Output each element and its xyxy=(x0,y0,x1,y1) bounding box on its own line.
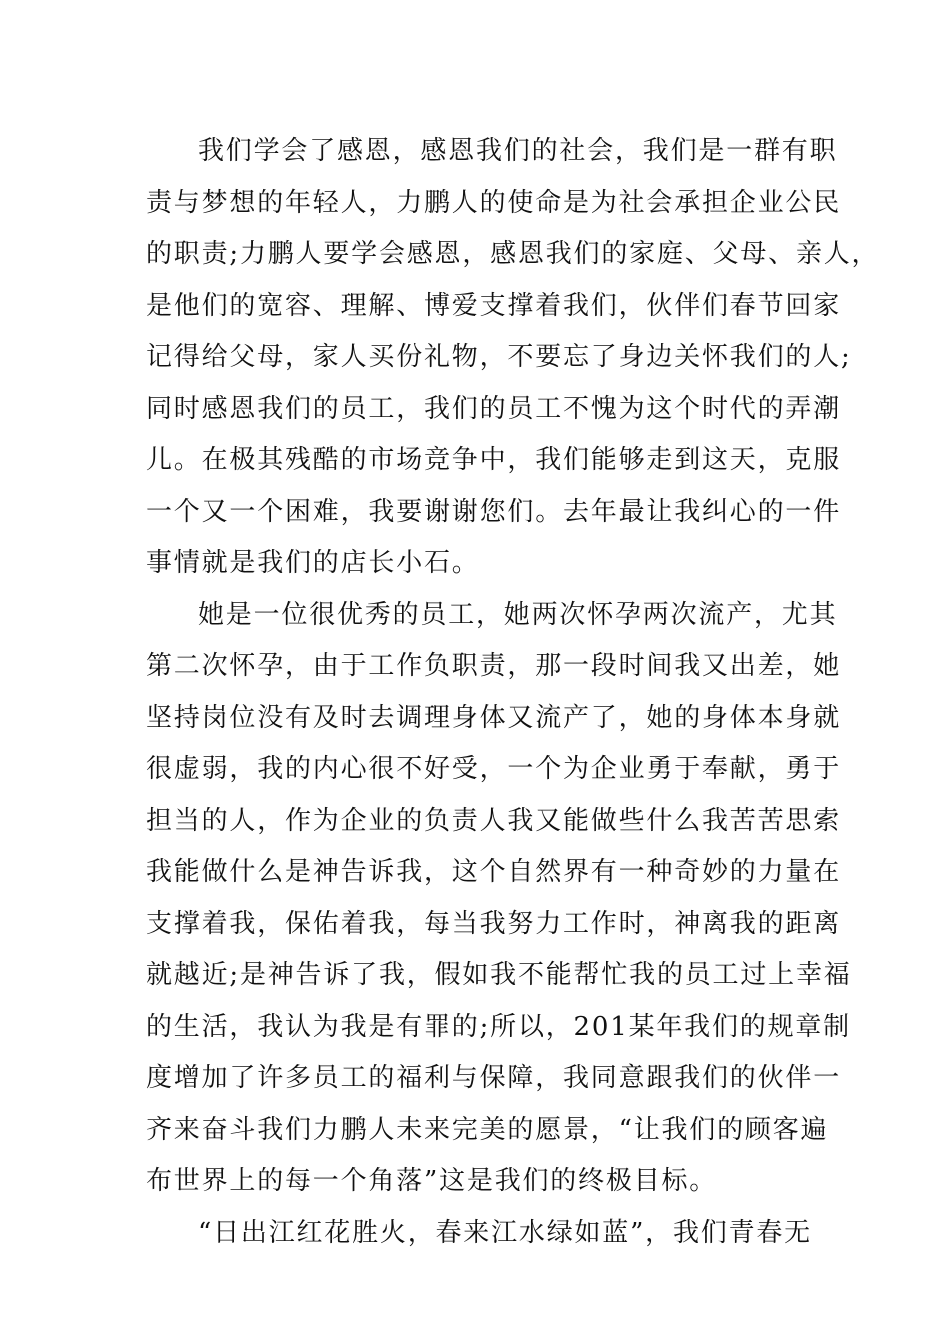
paragraph-1-line-6: 同时感恩我们的员工，我们的员工不愧为这个时代的弄潮 xyxy=(146,393,842,424)
paragraph-2-line-11: 齐来奋斗我们力鹏人未来完美的愿景，“让我们的顾客遍 xyxy=(146,1114,829,1145)
paragraph-2-line-5: 担当的人，作为企业的负责人我又能做些什么我苦苦思索 xyxy=(146,805,842,836)
paragraph-1-line-5: 记得给父母，家人买份礼物，不要忘了身边关怀我们的人; xyxy=(146,342,852,372)
paragraph-2-line-12: 布世界上的每一个角落”这是我们的终极目标。 xyxy=(146,1166,718,1196)
paragraph-1-line-2: 责与梦想的年轻人，力鹏人的使命是为社会承担企业公民 xyxy=(146,187,842,218)
paragraph-2-line-3: 坚持岗位没有及时去调理身体又流产了，她的身体本身就 xyxy=(146,702,842,733)
paragraph-2-line-7: 支撑着我，保佑着我，每当我努力工作时，神离我的距离 xyxy=(146,908,842,939)
paragraph-2-line-10: 度增加了许多员工的福利与保障，我同意跟我们的伙伴一 xyxy=(146,1063,842,1093)
paragraph-2-line-8: 就越近;是神告诉了我，假如我不能帮忙我的员工过上幸福 xyxy=(146,960,852,990)
paragraph-2-line-6: 我能做什么是神告诉我，这个自然界有一种奇妙的力量在 xyxy=(146,857,842,887)
paragraph-1-line-1: 我们学会了感恩，感恩我们的社会，我们是一群有职 xyxy=(198,136,838,166)
paragraph-2-line-9: 的生活，我认为我是有罪的;所以，201某年我们的规章制 xyxy=(146,1011,851,1042)
paragraph-1-line-3: 的职责;力鹏人要学会感恩，感恩我们的家庭、父母、亲人， xyxy=(146,239,880,269)
paragraph-2-line-2: 第二次怀孕，由于工作负职责，那一段时间我又出差，她 xyxy=(146,651,842,681)
paragraph-2-line-1: 她是一位很优秀的员工，她两次怀孕两次流产，尤其 xyxy=(198,599,838,630)
paragraph-2-line-4: 很虚弱，我的内心很不好受，一个为企业勇于奉献，勇于 xyxy=(146,754,842,784)
paragraph-3-line-1: “日出江红花胜火，春来江水绿如蓝”，我们青春无 xyxy=(198,1217,812,1248)
paragraph-1-line-4: 是他们的宽容、理解、博爱支撑着我们，伙伴们春节回家 xyxy=(146,290,842,321)
paragraph-1-line-8: 一个又一个困难，我要谢谢您们。去年最让我纠心的一件 xyxy=(146,496,842,527)
document-body xyxy=(146,126,880,1259)
paragraph-1-line-9: 事情就是我们的店长小石。 xyxy=(146,548,480,578)
paragraph-1-line-7: 儿。在极其残酷的市场竞争中，我们能够走到这天，克服 xyxy=(146,445,842,475)
